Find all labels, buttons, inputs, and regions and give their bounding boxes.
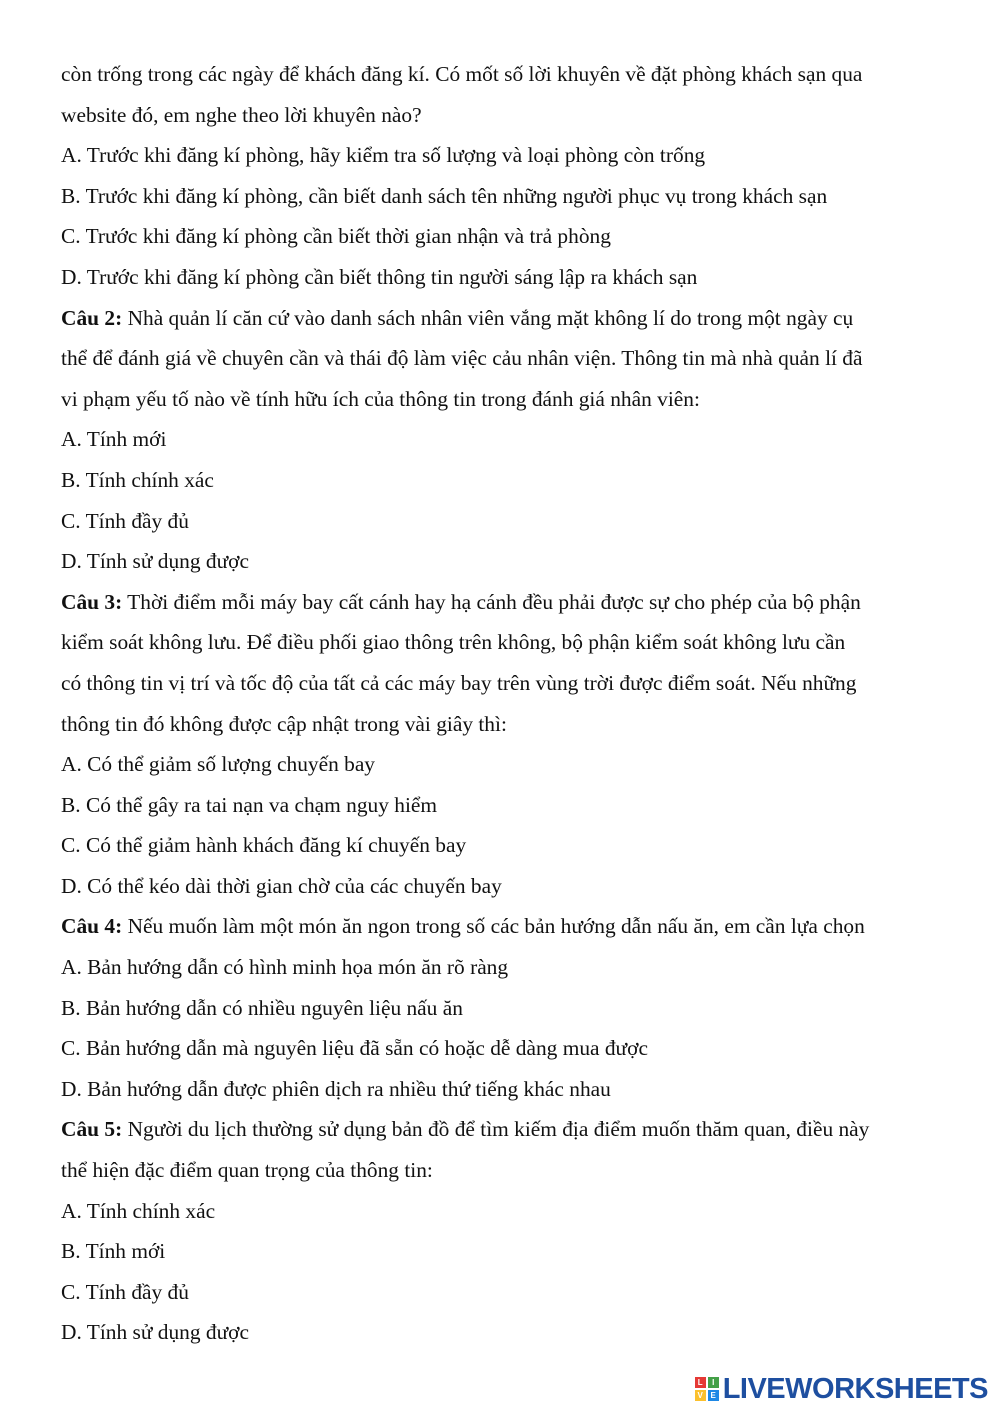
answer-option-d[interactable]: D. Trước khi đăng kí phòng cần biết thông tin người sáng lập ra khách sạn bbox=[61, 264, 698, 289]
brand-name: LIVEWORKSHEETS bbox=[722, 1372, 988, 1405]
question-text-line: Câu 2: Nhà quản lí căn cứ vào danh sách nhân viên vắng mặt không lí do trong một ngày cụ bbox=[61, 305, 854, 330]
question-number: Câu 4: bbox=[61, 914, 123, 939]
answer-option-c[interactable]: C. Bản hướng dẫn mà nguyên liệu đã sẵn có hoặc dễ dàng mua được bbox=[61, 1036, 648, 1061]
mark-tile: V bbox=[695, 1390, 706, 1401]
mark-tile: I bbox=[708, 1377, 719, 1388]
answer-option-a[interactable]: A. Tính chính xác bbox=[61, 1198, 216, 1223]
answer-option-a[interactable]: A. Tính mới bbox=[61, 427, 167, 452]
answer-option-b[interactable]: B. Bản hướng dẫn có nhiều nguyên liệu nấu ăn bbox=[61, 995, 463, 1020]
liveworksheets-mark-icon bbox=[695, 1377, 719, 1401]
question-text-line: thể để đánh giá về chuyên cần và thái độ làm việc cảu nhân viện. Thông tin mà nhà quản lí đã bbox=[61, 346, 863, 371]
worksheet-body bbox=[61, 54, 951, 1353]
answer-option-c[interactable]: C. Trước khi đăng kí phòng cần biết thời gian nhận và trả phòng bbox=[61, 224, 611, 249]
question-4 bbox=[61, 906, 951, 1109]
answer-option-d[interactable]: D. Bản hướng dẫn được phiên dịch ra nhiều thứ tiếng khác nhau bbox=[61, 1076, 611, 1101]
answer-option-d[interactable]: D. Tính sử dụng được bbox=[61, 1320, 249, 1345]
liveworksheets-logo bbox=[695, 1374, 988, 1404]
question-number: Câu 2: bbox=[61, 305, 123, 330]
mark-tile: E bbox=[708, 1390, 719, 1401]
answer-option-b[interactable]: B. Có thể gây ra tai nạn va chạm nguy hiểm bbox=[61, 792, 438, 817]
question-text-line: còn trống trong các ngày để khách đăng kí. Có mốt số lời khuyên về đặt phòng khách sạn qua bbox=[61, 62, 863, 86]
question-text-line: kiểm soát không lưu. Để điều phối giao thông trên không, bộ phận kiểm soát không lưu cần bbox=[61, 630, 846, 655]
question-2 bbox=[61, 298, 951, 582]
answer-option-d[interactable]: D. Tính sử dụng được bbox=[61, 549, 249, 574]
answer-option-c[interactable]: C. Có thể giảm hành khách đăng kí chuyến bay bbox=[61, 833, 467, 858]
question-text-line: vi phạm yếu tố nào về tính hữu ích của thông tin trong đánh giá nhân viên: bbox=[61, 386, 700, 411]
question-text-line: thể hiện đặc điểm quan trọng của thông tin: bbox=[61, 1158, 433, 1183]
question-1-continuation bbox=[61, 54, 951, 298]
answer-option-c[interactable]: C. Tính đầy đủ bbox=[61, 1279, 189, 1304]
question-5 bbox=[61, 1109, 951, 1353]
answer-option-c[interactable]: C. Tính đầy đủ bbox=[61, 508, 189, 533]
question-text-line: Câu 5: Người du lịch thường sử dụng bản đồ để tìm kiếm địa điểm muốn thăm quan, điều này bbox=[61, 1117, 870, 1142]
question-3 bbox=[61, 582, 951, 907]
question-text-line: thông tin đó không được cập nhật trong vài giây thì: bbox=[61, 711, 507, 736]
answer-option-b[interactable]: B. Tính mới bbox=[61, 1239, 166, 1264]
question-number: Câu 3: bbox=[61, 589, 123, 614]
question-text-line: có thông tin vị trí và tốc độ của tất cả các máy bay trên vùng trời được điểm soát. Nếu những bbox=[61, 670, 857, 695]
mark-tile: L bbox=[695, 1377, 706, 1388]
question-text-line: website đó, em nghe theo lời khuyên nào? bbox=[61, 102, 422, 127]
answer-option-a[interactable]: A. Trước khi đăng kí phòng, hãy kiểm tra số lượng và loại phòng còn trống bbox=[61, 143, 706, 168]
answer-option-b[interactable]: B. Trước khi đăng kí phòng, cần biết danh sách tên những người phục vụ trong khách sạn bbox=[61, 183, 828, 208]
answer-option-a[interactable]: A. Bản hướng dẫn có hình minh họa món ăn rõ ràng bbox=[61, 955, 509, 980]
question-text-line: Câu 4: Nếu muốn làm một món ăn ngon trong số các bản hướng dẫn nấu ăn, em cần lựa chọn bbox=[61, 914, 865, 939]
question-number: Câu 5: bbox=[61, 1117, 123, 1142]
answer-option-b[interactable]: B. Tính chính xác bbox=[61, 467, 214, 492]
answer-option-a[interactable]: A. Có thể giảm số lượng chuyến bay bbox=[61, 752, 376, 777]
answer-option-d[interactable]: D. Có thể kéo dài thời gian chờ của các chuyến bay bbox=[61, 873, 502, 898]
question-text-line: Câu 3: Thời điểm mỗi máy bay cất cánh hay hạ cánh đều phải được sự cho phép của bộ phận bbox=[61, 589, 861, 614]
